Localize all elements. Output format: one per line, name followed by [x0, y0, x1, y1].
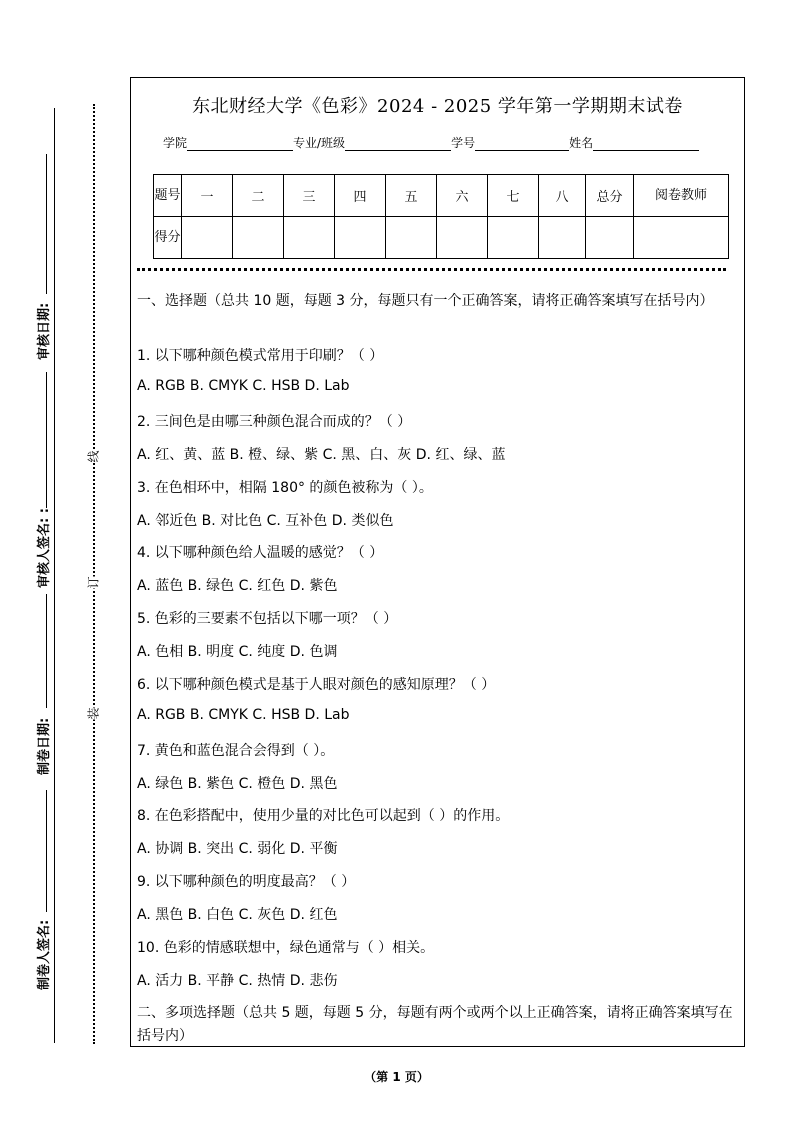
score-header-cell: 四 [335, 175, 386, 217]
cut-mark-line: 线 [86, 450, 101, 463]
score-header-cell: 五 [386, 175, 437, 217]
question-7: 7. 黄色和蓝色混合会得到（ ）。 [137, 743, 335, 759]
question-3: 3. 在色相环中，相隔 180° 的颜色被称为（ ）。 [137, 480, 433, 496]
question-1: 1. 以下哪种颜色模式常用于印刷？（ ） [137, 348, 384, 364]
score-cell[interactable] [386, 217, 437, 259]
name-label: 姓名 [569, 136, 594, 150]
binding-solid-line [54, 108, 55, 1043]
score-cell[interactable] [488, 217, 539, 259]
score-cell[interactable] [182, 217, 233, 259]
reviewer-sign-label: 审核人签名: : [37, 508, 52, 588]
major-blank[interactable] [345, 138, 451, 151]
cut-mark-install: 装 [86, 707, 101, 720]
options-7: A. 绿色 B. 紫色 C. 橙色 D. 黑色 [137, 776, 338, 792]
exam-title: 东北财经大学《色彩》2024 - 2025 学年第一学期期末试卷 [192, 96, 683, 117]
score-header-cell: 阅卷教师 [634, 175, 729, 217]
score-header-cell: 一 [182, 175, 233, 217]
score-header-cell: 题号 [154, 175, 182, 217]
review-date-label: 审核日期: [37, 302, 52, 360]
score-table-score-row [154, 217, 729, 259]
paper-date-blank [46, 594, 47, 708]
paper-date-label: 制卷日期: [37, 717, 52, 775]
score-table [153, 174, 729, 259]
options-2: A. 红、黄、蓝 B. 橙、绿、紫 C. 黑、白、灰 D. 红、绿、蓝 [137, 447, 506, 463]
paper-maker-sign-blank [46, 790, 47, 912]
score-cell[interactable] [539, 217, 586, 259]
options-3: A. 邻近色 B. 对比色 C. 互补色 D. 类似色 [137, 513, 394, 529]
score-header-cell: 二 [233, 175, 284, 217]
page-footer: （第 1 页） [364, 1070, 429, 1084]
question-4: 4. 以下哪种颜色给人温暖的感觉？（ ） [137, 545, 384, 561]
options-1: A. RGB B. CMYK C. HSB D. Lab [137, 378, 350, 394]
score-cell[interactable] [233, 217, 284, 259]
question-9: 9. 以下哪种颜色的明度最高？（ ） [137, 874, 356, 890]
options-10: A. 活力 B. 平静 C. 热情 D. 悲伤 [137, 973, 338, 989]
options-8: A. 协调 B. 突出 C. 弱化 D. 平衡 [137, 841, 338, 857]
section1-heading: 一、选择题（总共 10 题，每题 3 分，每题只有一个正确答案，请将正确答案填写在括号内） [137, 293, 714, 309]
student-id-blank[interactable] [475, 138, 569, 151]
score-header-cell: 总分 [586, 175, 634, 217]
binding-dotted-line [93, 104, 95, 1044]
score-header-cell: 三 [284, 175, 335, 217]
student-info-row [163, 134, 699, 151]
score-cell[interactable] [284, 217, 335, 259]
question-10: 10. 色彩的情感联想中，绿色通常与（ ）相关。 [137, 940, 435, 956]
options-6: A. RGB B. CMYK C. HSB D. Lab [137, 707, 350, 723]
school-blank[interactable] [187, 138, 293, 151]
school-label: 学院 [163, 136, 188, 150]
question-6: 6. 以下哪种颜色模式是基于人眼对颜色的感知原理？（ ） [137, 677, 496, 693]
score-header-cell: 六 [437, 175, 488, 217]
question-2: 2. 三间色是由哪三种颜色混合而成的？（ ） [137, 414, 412, 430]
section2-heading: 二、多项选择题（总共 5 题，每题 5 分，每题有两个或两个以上正确答案，请将正确答案填写在括号内） [137, 1005, 733, 1044]
score-table-header-row [154, 175, 729, 217]
paper-maker-sign-label: 制卷人签名: [37, 919, 52, 990]
major-label: 专业/班级 [293, 136, 346, 150]
name-blank[interactable] [593, 138, 699, 151]
score-row-label: 得分 [154, 217, 182, 259]
score-header-cell: 七 [488, 175, 539, 217]
student-id-label: 学号 [451, 136, 476, 150]
score-cell[interactable] [335, 217, 386, 259]
question-5: 5. 色彩的三要素不包括以下哪一项？（ ） [137, 611, 398, 627]
cut-mark-bind: 订 [86, 576, 101, 589]
reviewer-sign-blank [46, 372, 47, 508]
options-5: A. 色相 B. 明度 C. 纯度 D. 色调 [137, 644, 338, 660]
score-cell[interactable] [437, 217, 488, 259]
review-date-blank [46, 154, 47, 294]
dotted-divider [137, 268, 726, 271]
question-8: 8. 在色彩搭配中，使用少量的对比色可以起到（ ）的作用。 [137, 808, 510, 824]
score-cell[interactable] [586, 217, 634, 259]
options-9: A. 黑色 B. 白色 C. 灰色 D. 红色 [137, 907, 338, 923]
score-header-cell: 八 [539, 175, 586, 217]
options-4: A. 蓝色 B. 绿色 C. 红色 D. 紫色 [137, 578, 338, 594]
score-cell[interactable] [634, 217, 729, 259]
exam-frame [130, 77, 745, 1047]
